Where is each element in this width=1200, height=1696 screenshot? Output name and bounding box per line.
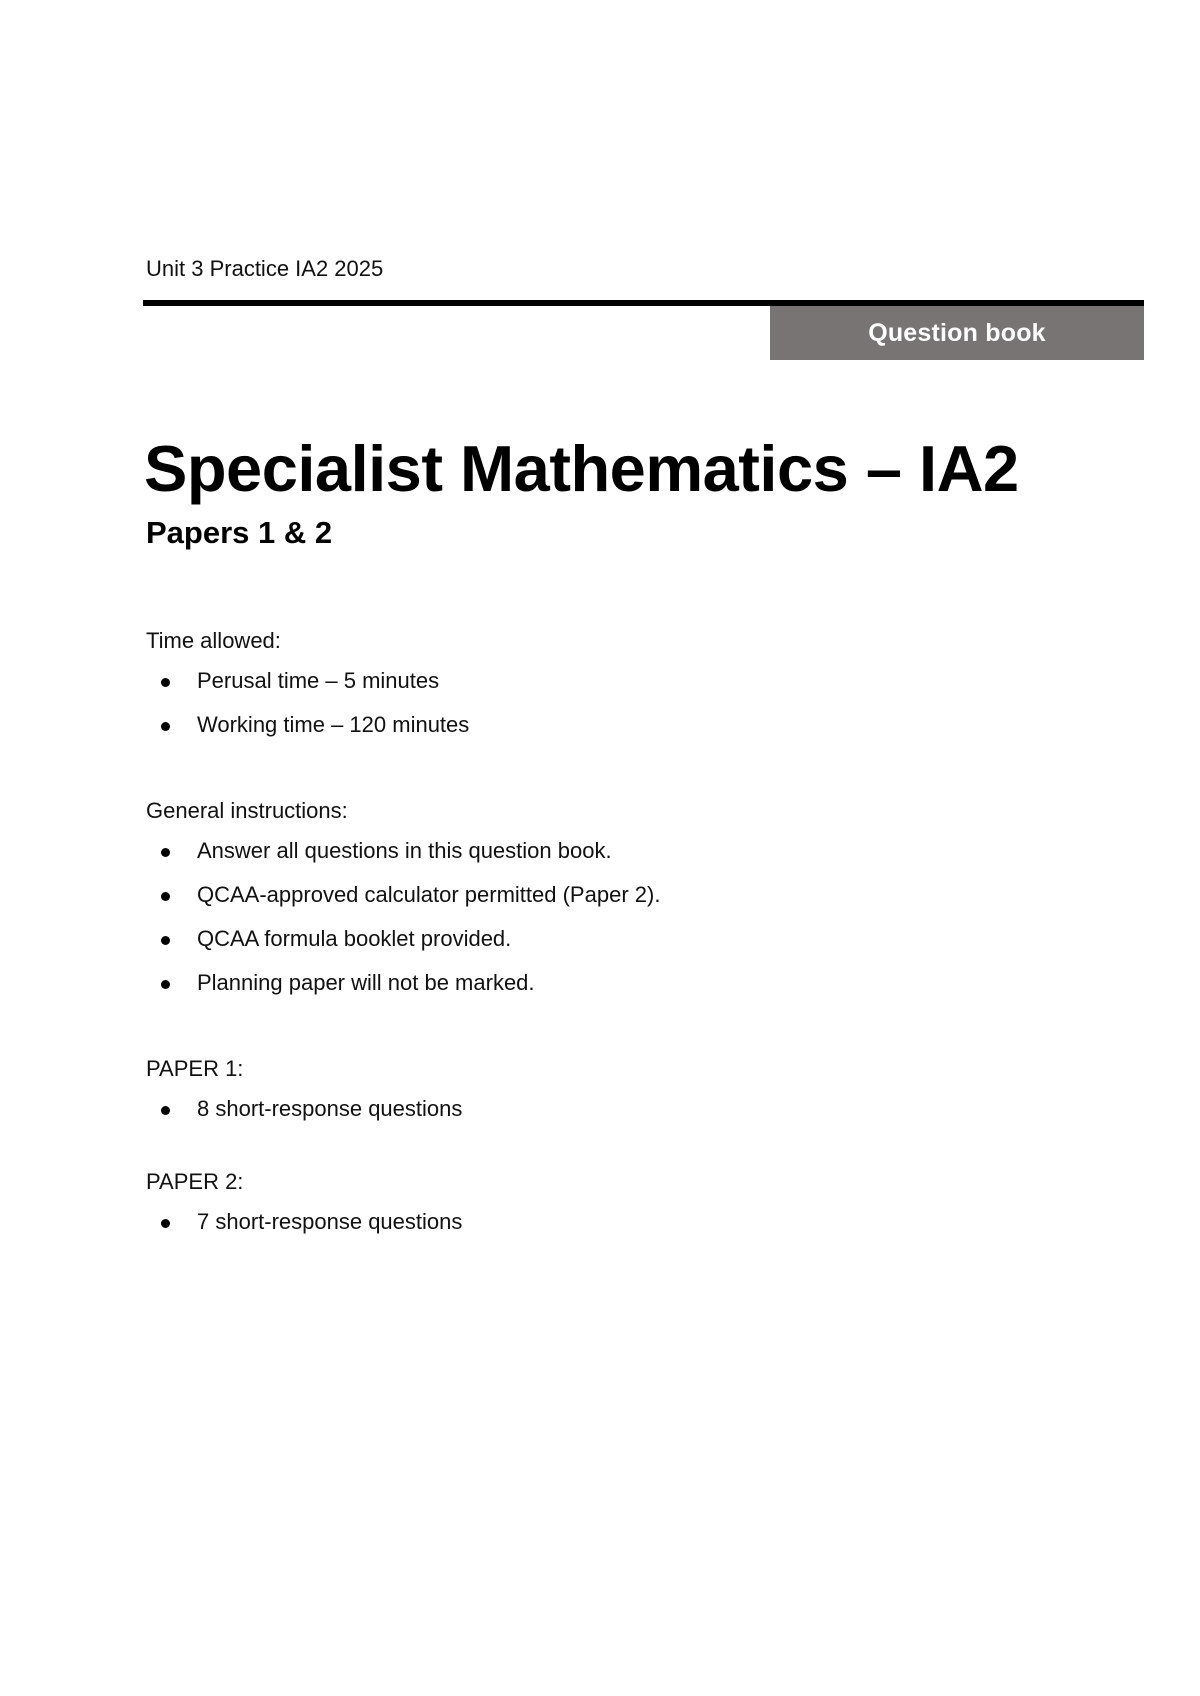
time-allowed-section xyxy=(146,630,469,758)
time-allowed-list xyxy=(146,670,469,758)
unit-line: Unit 3 Practice IA2 2025 xyxy=(146,256,384,281)
list-item xyxy=(146,670,469,714)
list-item xyxy=(146,972,660,1016)
list-item xyxy=(146,1098,462,1142)
list-item-text: 8 short-response questions xyxy=(197,1096,463,1121)
question-book-badge: Question book xyxy=(770,306,1144,360)
paper2-section xyxy=(146,1171,462,1255)
list-item-text: Planning paper will not be marked. xyxy=(197,970,535,995)
bullet-icon xyxy=(161,1106,170,1115)
paper1-list xyxy=(146,1098,462,1142)
list-item-text: Working time – 120 minutes xyxy=(197,712,470,737)
bullet-icon xyxy=(161,936,170,945)
page-subtitle: Papers 1 & 2 xyxy=(146,515,333,550)
list-item xyxy=(146,928,660,972)
list-item xyxy=(146,714,469,758)
general-instructions-list xyxy=(146,840,660,1016)
list-item xyxy=(146,840,660,884)
list-item-text: QCAA formula booklet provided. xyxy=(197,926,512,951)
bullet-icon xyxy=(161,892,170,901)
list-item-text: Answer all questions in this question book. xyxy=(197,838,612,863)
list-item-text: QCAA-approved calculator permitted (Paper 2). xyxy=(197,882,661,907)
paper1-section xyxy=(146,1058,462,1142)
list-item xyxy=(146,884,660,928)
paper1-label: PAPER 1: xyxy=(146,1056,244,1081)
list-item-text: 7 short-response questions xyxy=(197,1209,463,1234)
bullet-icon xyxy=(161,980,170,989)
time-allowed-label: Time allowed: xyxy=(146,628,281,653)
general-instructions-section xyxy=(146,800,660,1016)
paper2-label: PAPER 2: xyxy=(146,1169,244,1194)
paper2-list xyxy=(146,1211,462,1255)
bullet-icon xyxy=(161,848,170,857)
page-title: Specialist Mathematics – IA2 xyxy=(144,432,1019,505)
list-item xyxy=(146,1211,462,1255)
bullet-icon xyxy=(161,722,170,731)
general-instructions-label: General instructions: xyxy=(146,798,348,823)
bullet-icon xyxy=(161,678,170,687)
bullet-icon xyxy=(161,1219,170,1228)
list-item-text: Perusal time – 5 minutes xyxy=(197,668,440,693)
